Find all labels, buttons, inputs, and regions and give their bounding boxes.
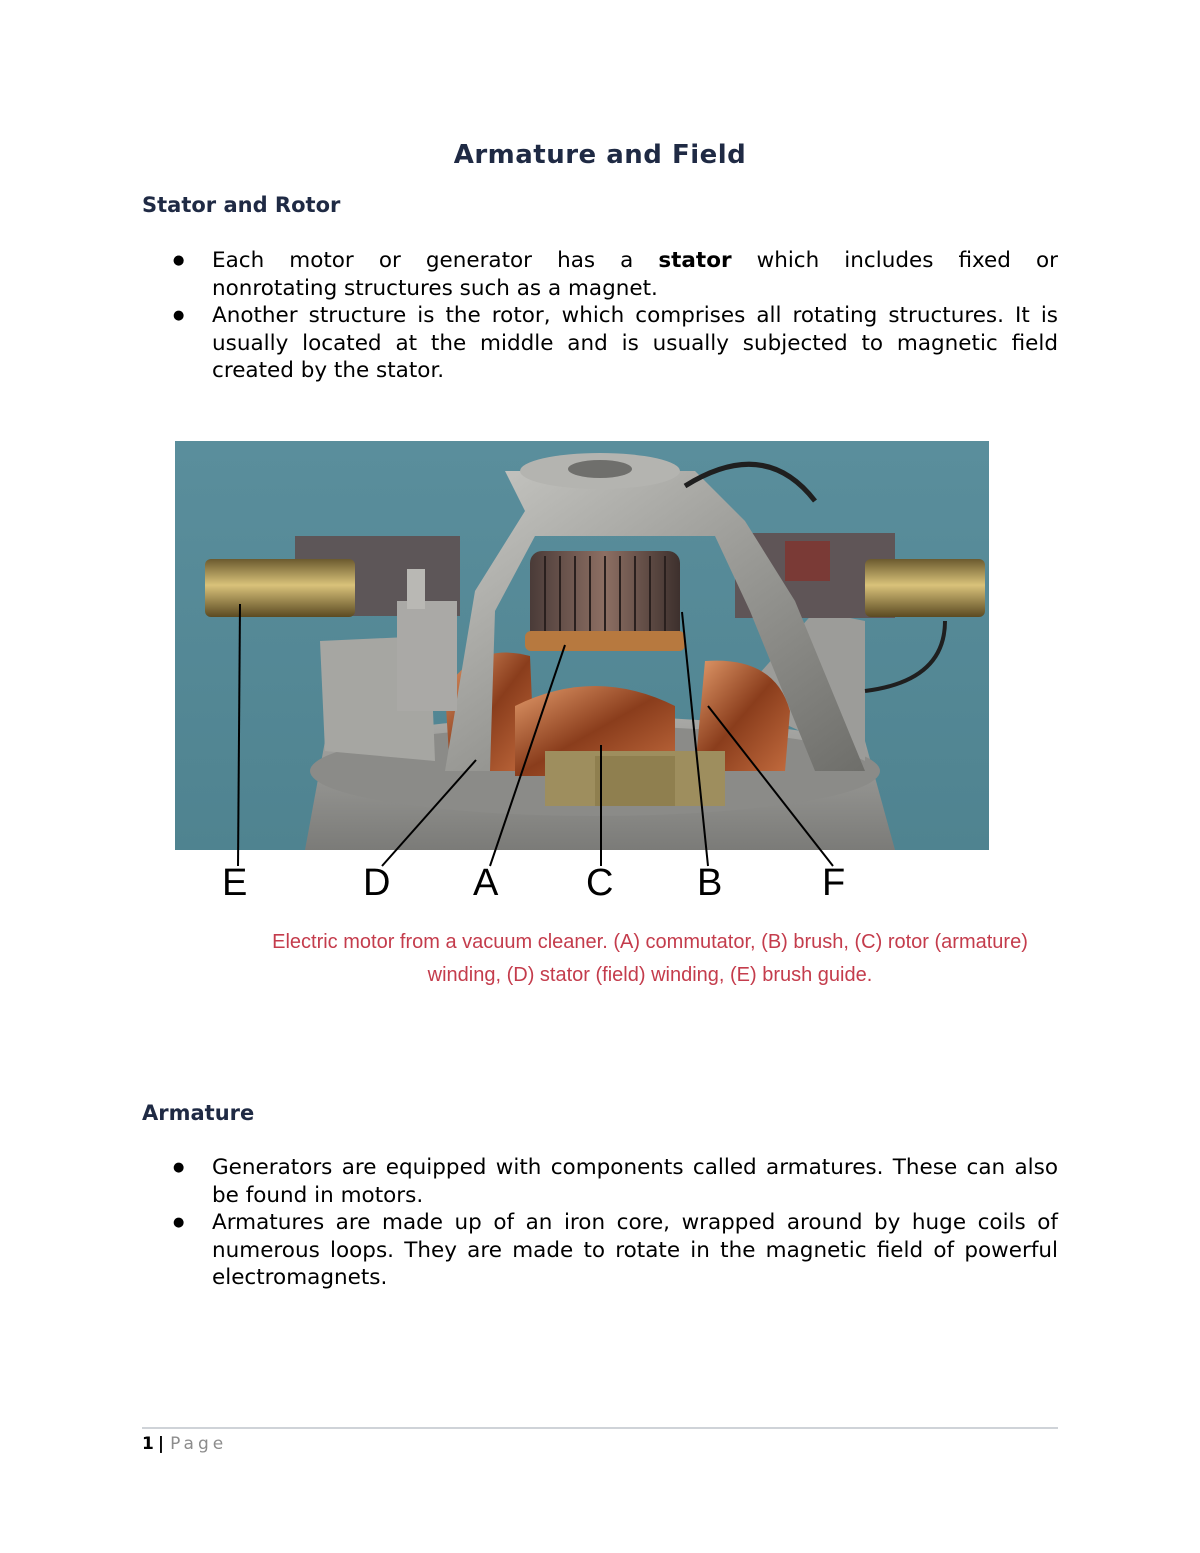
figure-caption: [140, 926, 1160, 992]
stator-rotor-bullets: [142, 247, 1058, 385]
page-label: Page: [170, 1434, 228, 1454]
motor-illustration: [175, 441, 989, 850]
section-heading-stator-rotor: Stator and Rotor: [142, 193, 341, 217]
bullet-text: Armatures are made up of an iron core, wrapped around by huge coils of numerous loops. They are made to rotate in the magnetic field of powerful electromagnets.: [212, 1210, 1058, 1290]
stator-term: stator: [658, 248, 732, 273]
bullet-text: Another structure is the rotor, which comprises all rotating structures. It is usually located at the middle and is usually subjected to magnetic field created by the stator.: [212, 303, 1058, 383]
page-title: Armature and Field: [453, 140, 747, 170]
list-item-continuation: [142, 247, 1058, 302]
footer-separator: |: [157, 1434, 165, 1454]
list-item: [142, 1154, 1058, 1209]
list-item: [142, 302, 1058, 385]
callout-label-b: B: [697, 862, 723, 904]
caption-line-1: Electric motor from a vacuum cleaner. (A) commutator, (B) brush, (C) rotor (armature): [272, 931, 1028, 953]
section-heading-armature: Armature: [142, 1101, 255, 1125]
page-footer: [142, 1434, 227, 1454]
page-number: 1: [142, 1434, 154, 1454]
motor-photo: [175, 441, 989, 850]
bullet-text: which includes fixed or: [756, 248, 1058, 273]
list-item: [142, 1209, 1058, 1292]
callout-label-c: C: [586, 862, 614, 904]
caption-line-2: winding, (D) stator (field) winding, (E) brush guide.: [427, 964, 873, 986]
callout-label-f: F: [822, 862, 846, 904]
footer-divider: [142, 1427, 1058, 1429]
bullet-text: nonrotating structures such as a magnet.: [212, 275, 658, 301]
bullet-text: Each motor or generator has a: [212, 248, 634, 273]
callout-label-e: E: [222, 862, 248, 904]
callout-label-d: D: [363, 862, 391, 904]
bullet-text: Generators are equipped with components called armatures. These can also be found in motors.: [212, 1155, 1058, 1208]
callout-label-a: A: [473, 862, 499, 904]
armature-bullets: [142, 1154, 1058, 1292]
